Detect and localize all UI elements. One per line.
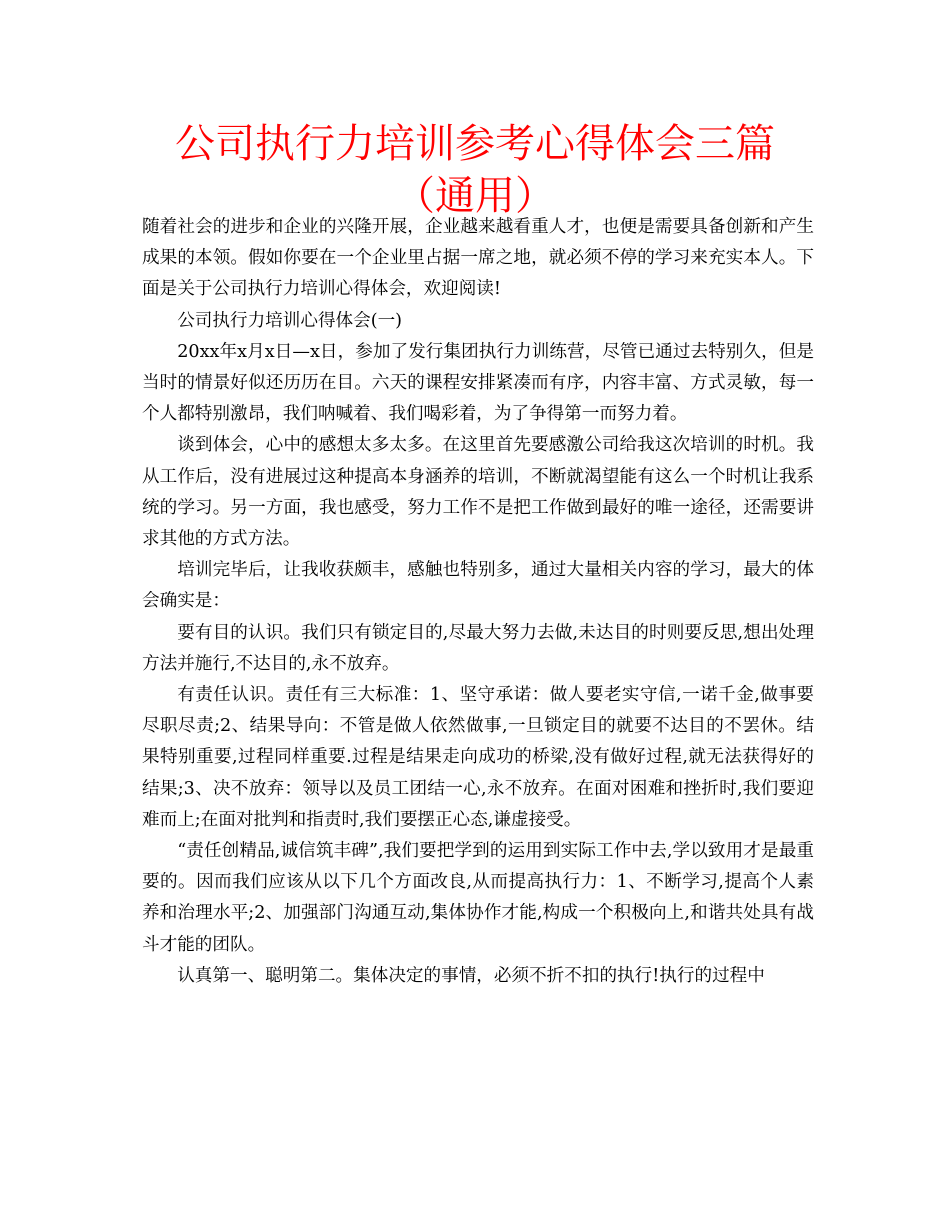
document-body xyxy=(142,212,814,992)
intro-paragraph: 随着社会的进步和企业的兴隆开展，企业越来越看重人才，也便是需要具备创新和产生成果的本领。假如你要在一个企业里占据一席之地，就必须不停的学习来充实本人。下面是关于公司执行力培训心得体会，欢迎阅读! xyxy=(142,217,814,300)
body-paragraph: 培训完毕后，让我收获颇丰，感触也特别多，通过大量相关内容的学习，最大的体会确实是： xyxy=(142,560,814,612)
body-paragraph: 谈到体会，心中的感想太多太多。在这里首先要感激公司给我这次培训的时机。我从工作后，没有进展过这种提高本身涵养的培训，不断就渴望能有这么一个时机让我系统的学习。另一方面，我也感受，努力工作不是把工作做到最好的唯一途径，还需要讲求其他的方式方法。 xyxy=(142,435,814,550)
document-title: 公司执行力培训参考心得体会三篇（通用） xyxy=(175,121,775,219)
body-paragraph: 20xx年x月x日—x日，参加了发行集团执行力训练营，尽管已通过去特别久，但是当时的情景好似还历历在目。六天的课程安排紧凑而有序，内容丰富、方式灵敏，每一个人都特别激昂，我们呐喊着、我们喝彩着，为了争得第一而努力着。 xyxy=(142,341,814,425)
body-paragraph: 要有目的认识。我们只有锁定目的,尽最大努力去做,未达目的时则要反思,想出处理方法并施行,不达目的,永不放弃。 xyxy=(142,622,814,674)
section-heading: 公司执行力培训心得体会(一) xyxy=(177,310,403,331)
body-paragraph: 有责任认识。责任有三大标准：1、坚守承诺：做人要老实守信,一诺千金,做事要尽职尽责;2、结果导向：不管是做人依然做事,一旦锁定目的就要不达目的不罢休。结果特别重要,过程同样重要.过程是结果走向成功的桥梁,没有做好过程,就无法获得好的结果;3、决不放弃：领导以及员工团结一心,永不放弃。在面对困难和挫折时,我们要迎难而上;在面对批判和指责时,我们要摆正心态,谦虚接受。 xyxy=(142,685,814,830)
body-paragraph: 认真第一、聪明第二。集体决定的事情，必须不折不扣的执行!执行的过程中 xyxy=(177,965,765,986)
body-paragraph: “责任创精品,诚信筑丰碑”,我们要把学到的运用到实际工作中去,学以致用才是最重要的。因而我们应该从以下几个方面改良,从而提高执行力：1、不断学习,提高个人素养和治理水平;2、加强部门沟通互动,集体协作才能,构成一个积极向上,和谐共处具有战斗才能的团队。 xyxy=(142,841,814,955)
